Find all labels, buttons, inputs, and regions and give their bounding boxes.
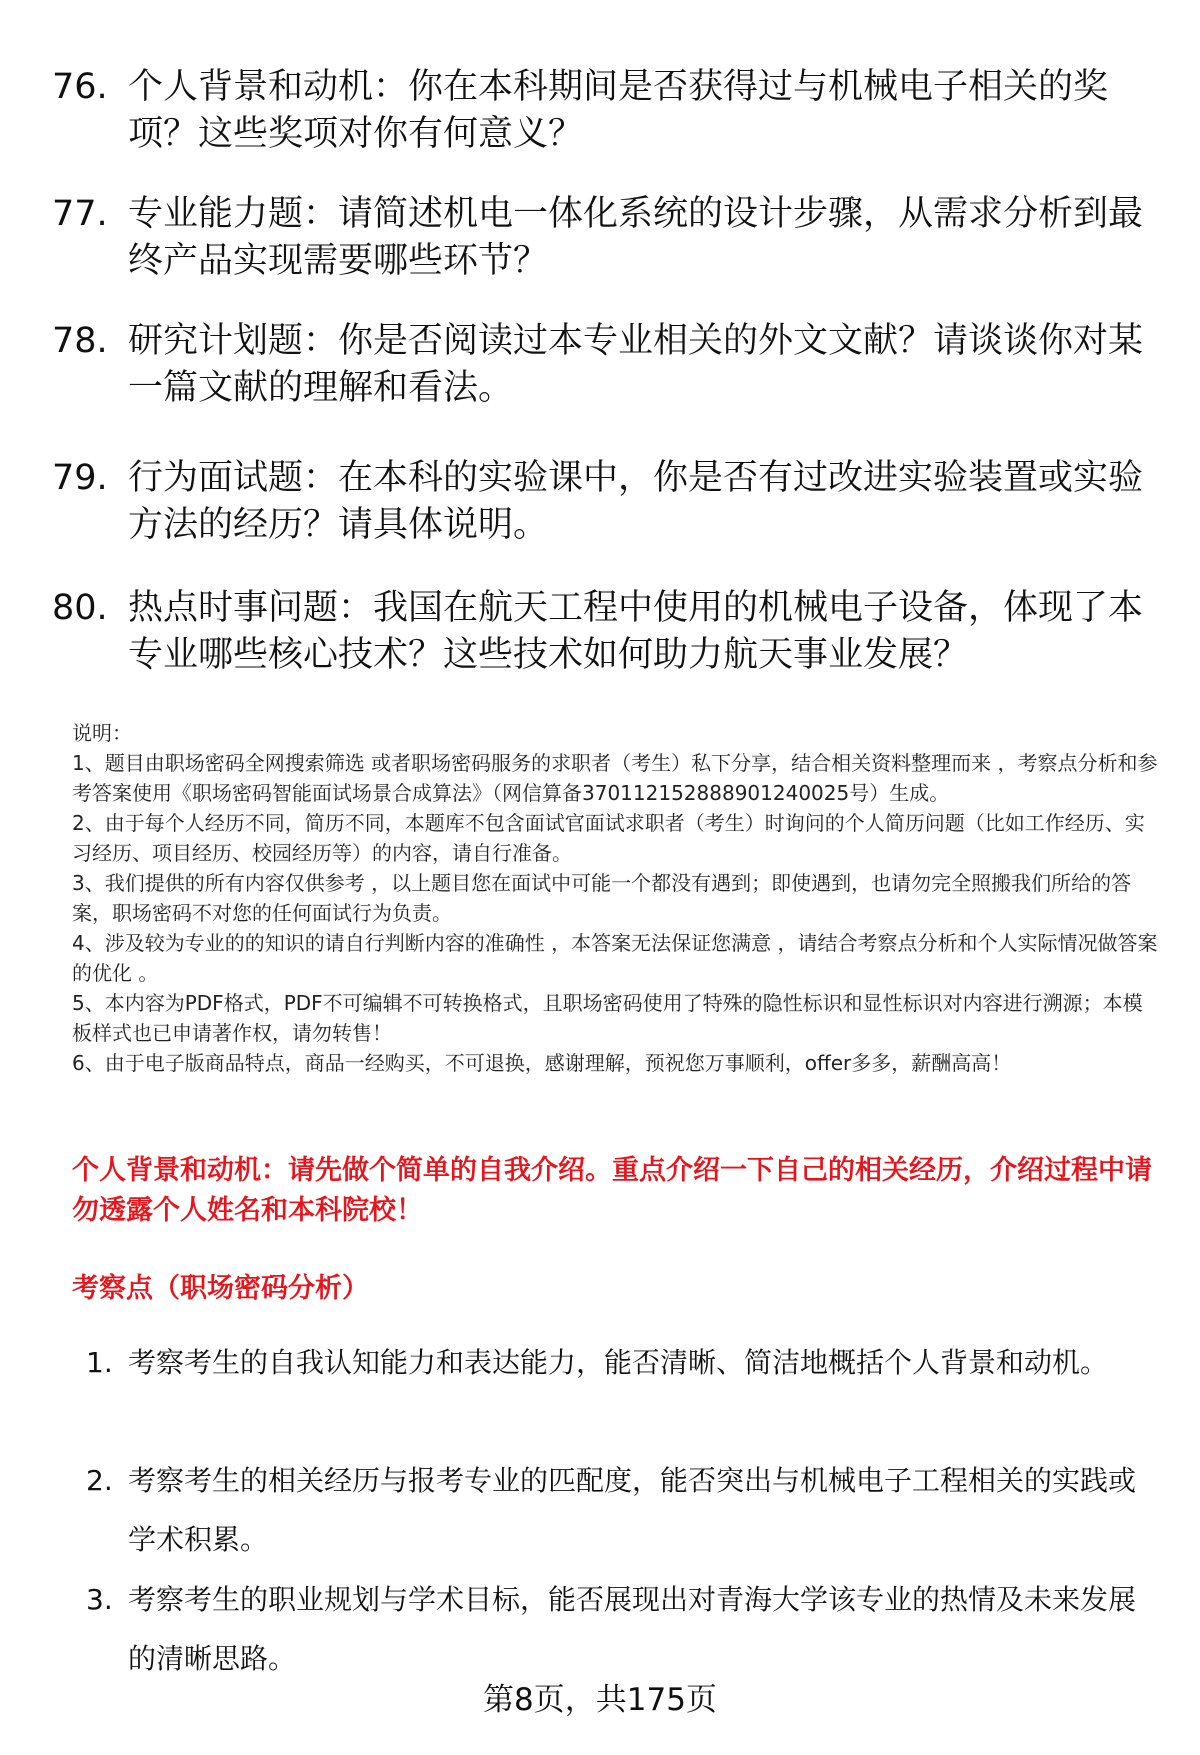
question-text: 个人背景和动机：你在本科期间是否获得过与机械电子相关的奖项？这些奖项对你有何意义？	[128, 67, 1109, 154]
page-footer: 第8页，共175页	[483, 1682, 717, 1718]
question-text: 研究计划题：你是否阅读过本专业相关的外文文献？请谈谈你对某一篇文献的理解和看法。	[128, 321, 1144, 408]
note-item: 3、我们提供的所有内容仅供参考 ，以上题目您在面试中可能一个都没有遇到；即使遇到，也请勿完全照搬我们所给的答案，职场密码不对您的任何面试行为负责。	[72, 871, 1132, 925]
question-number: 76.	[52, 67, 108, 107]
question-text: 行为面试题：在本科的实验课中，你是否有过改进实验装置或实验方法的经历？请具体说明。	[128, 458, 1144, 545]
question-text: 专业能力题：请简述机电一体化系统的设计步骤，从需求分析到最终产品实现需要哪些环节？	[128, 194, 1144, 281]
note-item: 6、由于电子版商品特点，商品一经购买，不可退换，感谢理解，预祝您万事顺利，offer多多，薪酬高高！	[72, 1051, 1012, 1075]
notes-title: 说明：	[72, 721, 132, 745]
analysis-heading: 考察点（职场密码分析）	[72, 1273, 369, 1304]
item-number: 3.	[86, 1583, 113, 1616]
item-number: 2.	[86, 1464, 113, 1497]
question-number: 80.	[52, 588, 108, 628]
note-item: 4、涉及较为专业的的知识的请自行判断内容的准确性 ，本答案无法保证您满意 ，请结合考察点分析和个人实际情况做答案的优化 。	[72, 931, 1158, 985]
question-number: 79.	[52, 458, 108, 498]
item-text: 考察考生的自我认知能力和表达能力，能否清晰、简洁地概括个人背景和动机。	[128, 1346, 1109, 1379]
item-number: 1.	[86, 1346, 113, 1379]
question-number: 77.	[52, 194, 108, 234]
note-item: 2、由于每个人经历不同，简历不同，本题库不包含面试官面试求职者（考生）时询问的个人简历问题（比如工作经历、实习经历、项目经历、校园经历等）的内容，请自行准备。	[72, 811, 1145, 865]
item-text: 考察考生的职业规划与学术目标，能否展现出对青海大学该专业的热情及未来发展的清晰思路。	[128, 1583, 1137, 1675]
item-text: 考察考生的相关经历与报考专业的匹配度，能否突出与机械电子工程相关的实践或学术积累。	[128, 1464, 1137, 1556]
note-item: 5、本内容为PDF格式，PDF不可编辑不可转换格式，且职场密码使用了特殊的隐性标识和显性标识对内容进行溯源；本模板样式也已申请著作权，请勿转售！	[72, 991, 1143, 1045]
notes-section	[72, 718, 1160, 1078]
question-text: 热点时事问题：我国在航天工程中使用的机械电子设备，体现了本专业哪些核心技术？这些技术如何助力航天事业发展？	[128, 588, 1144, 675]
question-number: 78.	[52, 321, 108, 361]
featured-question: 个人背景和动机：请先做个简单的自我介绍。重点介绍一下自己的相关经历，介绍过程中请勿透露个人姓名和本科院校！	[72, 1155, 1152, 1226]
note-item: 1、题目由职场密码全网搜索筛选 或者职场密码服务的求职者（考生）私下分享，结合相关资料整理而来 ，考察点分析和参考答案使用《职场密码智能面试场景合成算法》（网信算备370112152888901240025号）生成。	[72, 751, 1158, 805]
